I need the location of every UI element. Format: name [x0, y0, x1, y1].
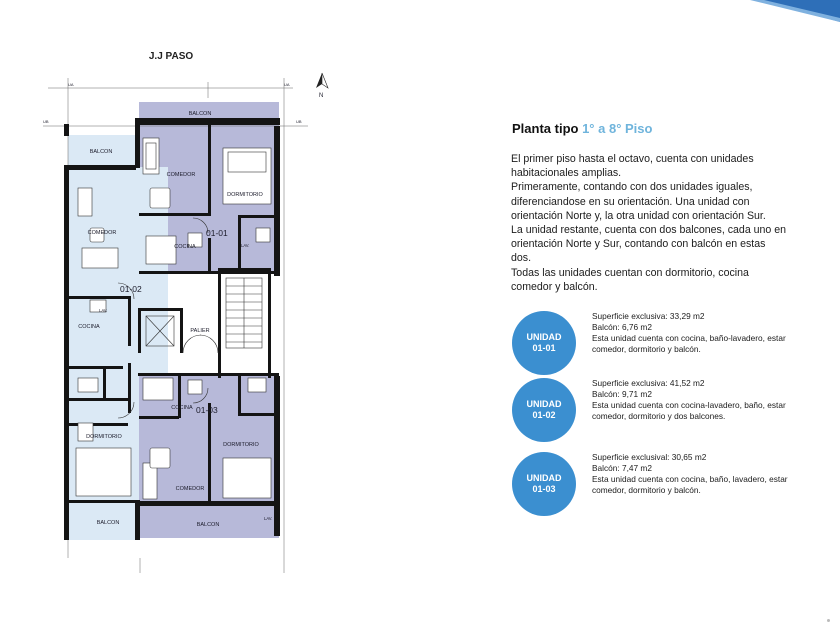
unit-card-01-03 [512, 452, 802, 516]
svg-text:UB: UB [43, 119, 49, 124]
room-label-comedor-2: COMEDOR [87, 230, 117, 236]
unit-badge [512, 311, 576, 375]
unit-label-01-02: 01-02 [120, 284, 142, 294]
intro-paragraph: La unidad restante, cuenta con dos balcones, cada uno en orientación Norte y Sur, contando con balcón en estas dos. [511, 224, 787, 265]
north-arrow-icon [316, 73, 328, 99]
room-label-cocina-3: COCINA [171, 405, 193, 411]
intro-paragraph: Primeramente, contando con dos unidades iguales, diferenciandose en su orientación. Una unidad con orientación Norte y, la otra unidad con orientación Sur. [511, 181, 766, 222]
room-label-balcon-left: BALCON [89, 149, 113, 155]
unit-details [592, 311, 792, 355]
svg-text:UA: UA [284, 82, 290, 87]
intro-paragraph: Todas las unidades cuentan con dormitorio, cocina comedor y balcón. [511, 266, 749, 293]
unit-details [592, 378, 792, 422]
room-label-dormitorio-2: DORMITORIO [86, 434, 122, 440]
room-label-balcon-bottom-left: BALCON [96, 520, 120, 526]
unit-badge [512, 378, 576, 442]
room-label-palier: PALIER [190, 328, 210, 334]
heading-main: Planta tipo [512, 121, 579, 136]
heading-accent: 1° a 8° Piso [582, 121, 653, 136]
badge-line1: UNIDAD [526, 399, 562, 409]
badge-line1: UNIDAD [526, 332, 562, 342]
room-label-cocina-1: COCINA [174, 244, 196, 250]
badge-line2: 01-03 [532, 484, 556, 494]
unit-description: Esta unidad cuenta con cocina, baño, lavadero, estar comedor, dormitorio y balcón. [592, 474, 788, 495]
north-label: N [319, 93, 324, 99]
room-label-lav-2: LAV. [264, 516, 273, 521]
svg-text:UA: UA [68, 82, 74, 87]
unit-balcony: Balcón: 9,71 m2 [592, 389, 652, 399]
floor-plan [38, 68, 324, 573]
unit-label-01-03: 01-03 [196, 405, 218, 415]
section-heading [512, 121, 652, 136]
corner-stripe [750, 0, 840, 22]
room-label-balcon-top: BALCON [188, 111, 212, 117]
room-label-lav-3: LAV. [241, 243, 250, 248]
svg-text:UB: UB [296, 119, 302, 124]
unit-label-01-01: 01-01 [206, 228, 228, 238]
intro-text [511, 152, 787, 294]
page-dot [827, 619, 830, 622]
room-label-balcon-bottom: BALCON [196, 522, 220, 528]
unit-surface: Superficie exclusiva: 33,29 m2 [592, 311, 705, 321]
unit-surface: Superficie exclusival: 30,65 m2 [592, 452, 707, 462]
room-label-dormitorio-3: DORMITORIO [223, 442, 259, 448]
room-label-comedor-3: COMEDOR [175, 486, 205, 492]
unit-description: Esta unidad cuenta con cocina-lavadero, baño, estar comedor, dormitorio y dos balcones. [592, 400, 786, 421]
unit-surface: Superficie exclusiva: 41,52 m2 [592, 378, 705, 388]
badge-line2: 01-02 [532, 410, 556, 420]
unit-card-01-02 [512, 378, 802, 442]
badge-line2: 01-01 [532, 343, 556, 353]
unit-details [592, 452, 792, 496]
unit-balcony: Balcón: 6,76 m2 [592, 322, 652, 332]
room-label-lav-1: LAV. [99, 308, 108, 313]
unit-description: Esta unidad cuenta con cocina, baño-lavadero, estar comedor, dormitorio y balcón. [592, 333, 786, 354]
room-label-dormitorio-1: DORMITORIO [227, 192, 263, 198]
unit-balcony: Balcón: 7,47 m2 [592, 463, 652, 473]
unit-card-01-01 [512, 311, 802, 375]
room-label-cocina-2: COCINA [78, 324, 100, 330]
badge-line1: UNIDAD [526, 473, 562, 483]
intro-paragraph: El primer piso hasta el octavo, cuenta con unidades habitacionales amplias. [511, 153, 754, 180]
plan-street-title: J.J PASO [148, 51, 194, 62]
unit-badge [512, 452, 576, 516]
room-label-comedor-1: COMEDOR [166, 172, 196, 178]
